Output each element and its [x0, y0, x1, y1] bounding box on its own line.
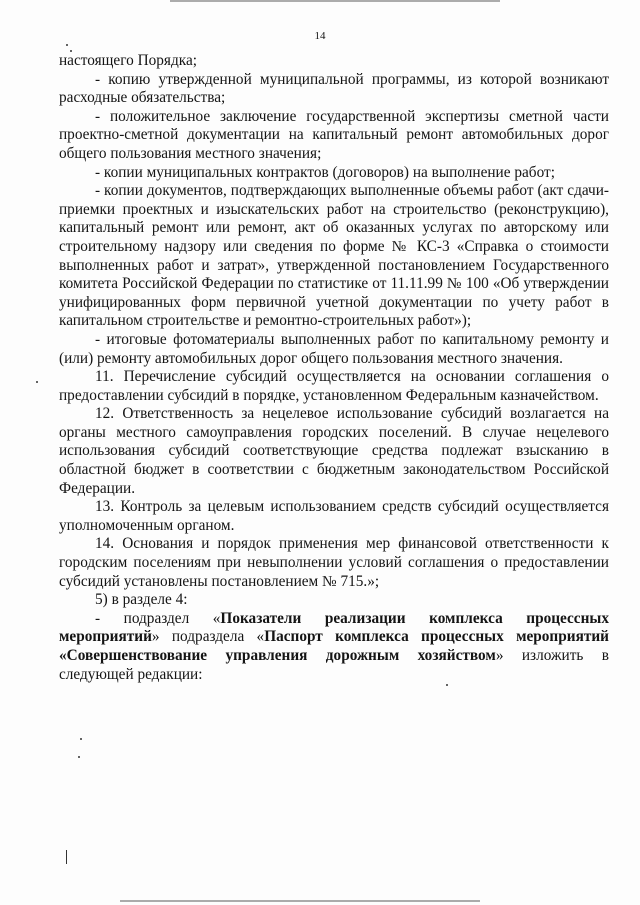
passport-title: Паспорт комплекса процессных мероприятий «Совершенствование управления дорожным хозяйством — [59, 628, 609, 664]
subsection-text-2: » подраздела « — [151, 628, 265, 646]
scan-artifact-bottom — [120, 900, 480, 902]
subsection-title-indicators: Показатели реализации комплекса процессных мероприятий — [59, 609, 610, 646]
scan-speck — [36, 381, 38, 383]
scan-speck — [78, 756, 80, 758]
list-item-work-documents: - копии документов, подтверждающих выполненные объемы работ (акт сдачи-приемки проектных и изыскательских работ на строительство (реконструкцию), капитальный ремонт или ремонт, акт об оказанных услугах по авторскому или строительному надзору или сведения по форме № КС-3 «Справка о стоимости выполненных работ и затрат», утвержденной постановлением Государственного комитета Российской Федерации по статистике от 11.11.99 № 100 «Об утверждении унифицированных форм первичной учетной документации по учету работ в капитальном строительстве и ремонтно-строительных работ»); — [59, 182, 609, 330]
clause-14: 14. Основания и порядок применения мер финансовой ответственности к городским поселениям при невыполнении условий соглашения о предоставлении субсидий установлены постановлением № 715.»; — [59, 535, 609, 590]
clause-13: 13. Контроль за целевым использованием средств субсидий осуществляется уполномоченным органом. — [59, 498, 609, 534]
scan-speck — [446, 684, 448, 686]
subsection-text-3: » изложить в следующей редакции: — [59, 647, 609, 683]
scan-speck — [66, 44, 68, 46]
list-item-photo-materials: - итоговые фотоматериалы выполненных работ по капитальному ремонту и (или) ремонту автомобильных дорог общего пользования местного значения. — [59, 330, 609, 367]
clause-11: 11. Перечисление субсидий осуществляется на основании соглашения о предоставлении субсидий в порядке, установленном Федеральным казначейством. — [59, 368, 609, 404]
scan-speck — [70, 50, 72, 52]
subsection-amendment — [59, 610, 609, 684]
section-4-amendment: 5) в разделе 4: — [95, 591, 188, 609]
scan-speck — [80, 738, 82, 740]
paragraph-continuation: настоящего Порядка; — [59, 52, 197, 69]
scan-artifact-top — [170, 0, 500, 2]
document-body — [59, 52, 609, 684]
list-item-program-copy: - копию утвержденной муниципальной программы, из которой возникают расходные обязательства; — [59, 70, 609, 107]
clause-12: 12. Ответственность за нецелевое использование субсидий возлагается на органы местного самоуправления городских поселений. В случае нецелевого использования субсидий соответствующие средства подлежат взысканию в областной бюджет в соответствии с бюджетным законодательством Российской Федерации. — [59, 405, 609, 497]
subsection-text-1: - подраздел « — [95, 609, 221, 627]
list-item-contracts: - копии муниципальных контрактов (договоров) на выполнение работ; — [95, 163, 555, 181]
page-number: 14 — [314, 30, 326, 42]
list-item-expert-conclusion: - положительное заключение государственной экспертизы сметной части проектно-сметной документации на капитальный ремонт автомобильных дорог общего пользования местного значения; — [59, 107, 609, 162]
scan-speck — [66, 850, 67, 864]
